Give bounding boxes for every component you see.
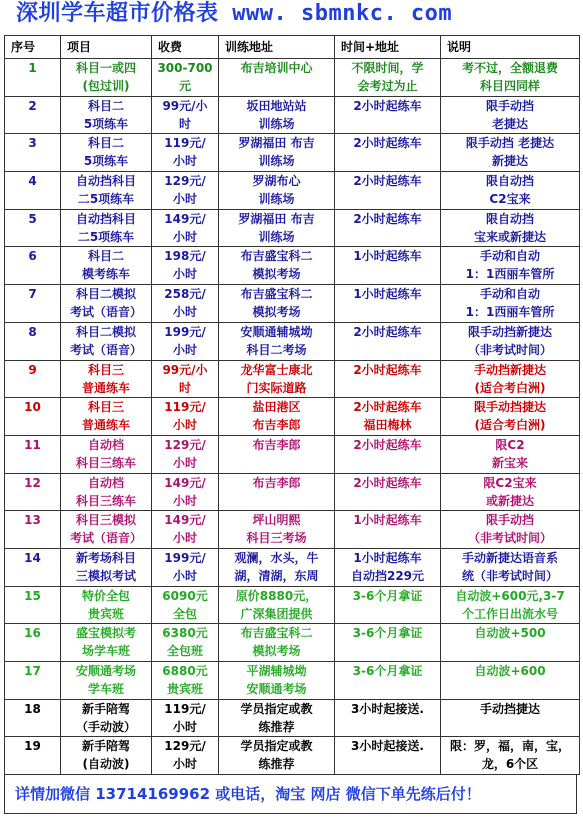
table-row xyxy=(5,511,580,549)
cell-time-and-location: 1小时起练车 自动挡229元 xyxy=(335,548,441,586)
cell-fee: 99元/小 时 xyxy=(152,96,219,134)
cell-course-item: 新手陪驾 (自动波) xyxy=(61,737,152,775)
cell-fee: 6380元 全包班 xyxy=(152,624,219,662)
cell-time-and-location: 3-6个月拿证 xyxy=(335,624,441,662)
contact-footer: 详情加微信 13714169962 或电话，淘宝 网店 微信下单先练后付！ xyxy=(4,774,577,814)
cell-time-and-location: 2小时起练车 xyxy=(335,134,441,172)
cell-fee: 6090元 全包 xyxy=(152,586,219,624)
cell-notes: 自动波+600元,3-7 个工作日出流水号 xyxy=(441,586,580,624)
cell-time-and-location: 3小时起接送. xyxy=(335,699,441,737)
cell-time-and-location: 3-6个月拿证 xyxy=(335,662,441,700)
cell-row-number: 19 xyxy=(5,737,61,775)
cell-notes: 限手动挡 （非考试时间） xyxy=(441,511,580,549)
cell-notes: 限C2宝来 或新捷达 xyxy=(441,473,580,511)
header-notes: 说明 xyxy=(441,36,580,59)
cell-fee: 300-700 元 xyxy=(152,59,219,97)
cell-fee: 6880元 贵宾班 xyxy=(152,662,219,700)
table-row xyxy=(5,586,580,624)
cell-course-item: 科目二模拟 考试（语音） xyxy=(61,285,152,323)
table-row xyxy=(5,209,580,247)
table-row xyxy=(5,59,580,97)
header-item: 项目 xyxy=(61,36,152,59)
cell-course-item: 科目三模拟 考试（语音） xyxy=(61,511,152,549)
cell-notes: 手动新捷达语音系 统（非考试时间） xyxy=(441,548,580,586)
cell-training-location: 罗湖布心 训练场 xyxy=(219,172,335,210)
cell-row-number: 2 xyxy=(5,96,61,134)
cell-notes: 限自动挡 宝来或新捷达 xyxy=(441,209,580,247)
table-row xyxy=(5,398,580,436)
cell-time-and-location: 2小时起练车 xyxy=(335,172,441,210)
cell-row-number: 8 xyxy=(5,322,61,360)
table-header-row xyxy=(5,36,580,59)
cell-notes: 限C2 新宝来 xyxy=(441,435,580,473)
cell-course-item: 科目二模拟 考试（语音） xyxy=(61,322,152,360)
cell-fee: 199元/ 小时 xyxy=(152,548,219,586)
cell-course-item: 安顺通考场 学车班 xyxy=(61,662,152,700)
cell-course-item: 自动挡科目 二5项练车 xyxy=(61,172,152,210)
cell-row-number: 18 xyxy=(5,699,61,737)
cell-fee: 129元/ 小时 xyxy=(152,435,219,473)
cell-training-location: 罗湖福田 布吉 训练场 xyxy=(219,209,335,247)
cell-course-item: 科目三 普通练车 xyxy=(61,360,152,398)
cell-row-number: 13 xyxy=(5,511,61,549)
table-row xyxy=(5,247,580,285)
cell-notes: 限：罗，福，南，宝， 龙，6个区 xyxy=(441,737,580,775)
cell-training-location: 安顺通辅城坳 科目二考场 xyxy=(219,322,335,360)
header-time-location: 时间+地址 xyxy=(335,36,441,59)
table-row xyxy=(5,548,580,586)
cell-training-location: 布吉李郎 xyxy=(219,435,335,473)
cell-course-item: 自动挡科目 二5项练车 xyxy=(61,209,152,247)
cell-notes: 手动挡新捷达 (适合考白洲) xyxy=(441,360,580,398)
cell-notes: 手动和自动 1：1西丽车管所 xyxy=(441,247,580,285)
header-number: 序号 xyxy=(5,36,61,59)
cell-course-item: 科目二 5项练车 xyxy=(61,134,152,172)
cell-training-location: 坪山明熙 科目三考场 xyxy=(219,511,335,549)
cell-training-location: 罗湖福田 布吉 训练场 xyxy=(219,134,335,172)
cell-fee: 258元/ 小时 xyxy=(152,285,219,323)
cell-notes: 手动挡捷达 xyxy=(441,699,580,737)
cell-notes: 限手动挡捷达 (适合考白洲) xyxy=(441,398,580,436)
table-row xyxy=(5,96,580,134)
table-row xyxy=(5,699,580,737)
cell-training-location: 布吉培训中心 xyxy=(219,59,335,97)
table-row xyxy=(5,473,580,511)
cell-fee: 129元/ 小时 xyxy=(152,172,219,210)
cell-time-and-location: 2小时起练车 xyxy=(335,322,441,360)
cell-time-and-location: 不限时间，学 会考过为止 xyxy=(335,59,441,97)
cell-time-and-location: 2小时起练车 xyxy=(335,473,441,511)
cell-course-item: 科目二 模考练车 xyxy=(61,247,152,285)
cell-fee: 198元/ 小时 xyxy=(152,247,219,285)
cell-course-item: 科目一或四 (包过训) xyxy=(61,59,152,97)
cell-notes: 限手动挡 老捷达 新捷达 xyxy=(441,134,580,172)
cell-row-number: 9 xyxy=(5,360,61,398)
cell-training-location: 原价8880元， 广深集团提供 xyxy=(219,586,335,624)
cell-training-location: 布吉盛宝科二 模拟考场 xyxy=(219,624,335,662)
cell-row-number: 12 xyxy=(5,473,61,511)
cell-time-and-location: 1小时起练车 xyxy=(335,511,441,549)
cell-course-item: 盛宝模拟考 场学车班 xyxy=(61,624,152,662)
cell-fee: 99元/小 时 xyxy=(152,360,219,398)
cell-fee: 119元/ 小时 xyxy=(152,134,219,172)
table-row xyxy=(5,737,580,775)
cell-fee: 129元/ 小时 xyxy=(152,737,219,775)
cell-fee: 119元/ 小时 xyxy=(152,699,219,737)
table-row xyxy=(5,285,580,323)
cell-time-and-location: 2小时起练车 xyxy=(335,209,441,247)
header-fee: 收费 xyxy=(152,36,219,59)
cell-row-number: 16 xyxy=(5,624,61,662)
table-row xyxy=(5,435,580,473)
price-table xyxy=(4,35,580,775)
cell-time-and-location: 2小时起练车 xyxy=(335,96,441,134)
cell-training-location: 学员指定或教 练推荐 xyxy=(219,699,335,737)
cell-time-and-location: 3-6个月拿证 xyxy=(335,586,441,624)
cell-time-and-location: 3小时起接送. xyxy=(335,737,441,775)
cell-fee: 199元/ 小时 xyxy=(152,322,219,360)
cell-training-location: 坂田地站站 训练场 xyxy=(219,96,335,134)
cell-course-item: 科目二 5项练车 xyxy=(61,96,152,134)
cell-course-item: 新考场科目 三模拟考试 xyxy=(61,548,152,586)
table-row xyxy=(5,624,580,662)
cell-row-number: 3 xyxy=(5,134,61,172)
page-title: 深圳学车超市价格表 www. sbmnkc. com xyxy=(16,1,453,26)
header-location: 训练地址 xyxy=(219,36,335,59)
table-row xyxy=(5,322,580,360)
cell-notes: 限手动挡 老捷达 xyxy=(441,96,580,134)
cell-fee: 149元/ 小时 xyxy=(152,209,219,247)
cell-time-and-location: 1小时起练车 xyxy=(335,247,441,285)
cell-row-number: 6 xyxy=(5,247,61,285)
cell-row-number: 11 xyxy=(5,435,61,473)
cell-row-number: 7 xyxy=(5,285,61,323)
cell-notes: 手动和自动 1：1西丽车管所 xyxy=(441,285,580,323)
cell-time-and-location: 2小时起练车 福田梅林 xyxy=(335,398,441,436)
cell-training-location: 平湖辅城坳 安顺通考场 xyxy=(219,662,335,700)
cell-course-item: 自动档 科目三练车 xyxy=(61,473,152,511)
cell-row-number: 1 xyxy=(5,59,61,97)
table-row xyxy=(5,172,580,210)
cell-training-location: 观澜，水头，牛 湖，清湖，东周 xyxy=(219,548,335,586)
cell-notes: 自动波+600 xyxy=(441,662,580,700)
cell-notes: 考不过，全额退费 科目四同样 xyxy=(441,59,580,97)
cell-training-location: 布吉李郎 xyxy=(219,473,335,511)
cell-notes: 限手动挡新捷达 （非考试时间） xyxy=(441,322,580,360)
cell-row-number: 5 xyxy=(5,209,61,247)
cell-training-location: 盐田港区 布吉李郎 xyxy=(219,398,335,436)
cell-fee: 119元/ 小时 xyxy=(152,398,219,436)
cell-row-number: 17 xyxy=(5,662,61,700)
table-row xyxy=(5,662,580,700)
cell-fee: 149元/ 小时 xyxy=(152,473,219,511)
cell-row-number: 15 xyxy=(5,586,61,624)
cell-course-item: 科目三 普通练车 xyxy=(61,398,152,436)
cell-training-location: 布吉盛宝科二 模拟考场 xyxy=(219,285,335,323)
cell-notes: 自动波+500 xyxy=(441,624,580,662)
cell-fee: 149元/ 小时 xyxy=(152,511,219,549)
cell-training-location: 龙华富士康北 门实际道路 xyxy=(219,360,335,398)
cell-row-number: 4 xyxy=(5,172,61,210)
cell-time-and-location: 2小时起练车 xyxy=(335,360,441,398)
cell-time-and-location: 1小时起练车 xyxy=(335,285,441,323)
table-row xyxy=(5,360,580,398)
cell-notes: 限自动挡 C2宝来 xyxy=(441,172,580,210)
table-row xyxy=(5,134,580,172)
cell-time-and-location: 2小时起练车 xyxy=(335,435,441,473)
cell-row-number: 14 xyxy=(5,548,61,586)
cell-course-item: 特价全包 贵宾班 xyxy=(61,586,152,624)
cell-training-location: 布吉盛宝科二 模拟考场 xyxy=(219,247,335,285)
cell-course-item: 自动档 科目三练车 xyxy=(61,435,152,473)
cell-row-number: 10 xyxy=(5,398,61,436)
cell-course-item: 新手陪驾 （手动波） xyxy=(61,699,152,737)
cell-training-location: 学员指定或教 练推荐 xyxy=(219,737,335,775)
